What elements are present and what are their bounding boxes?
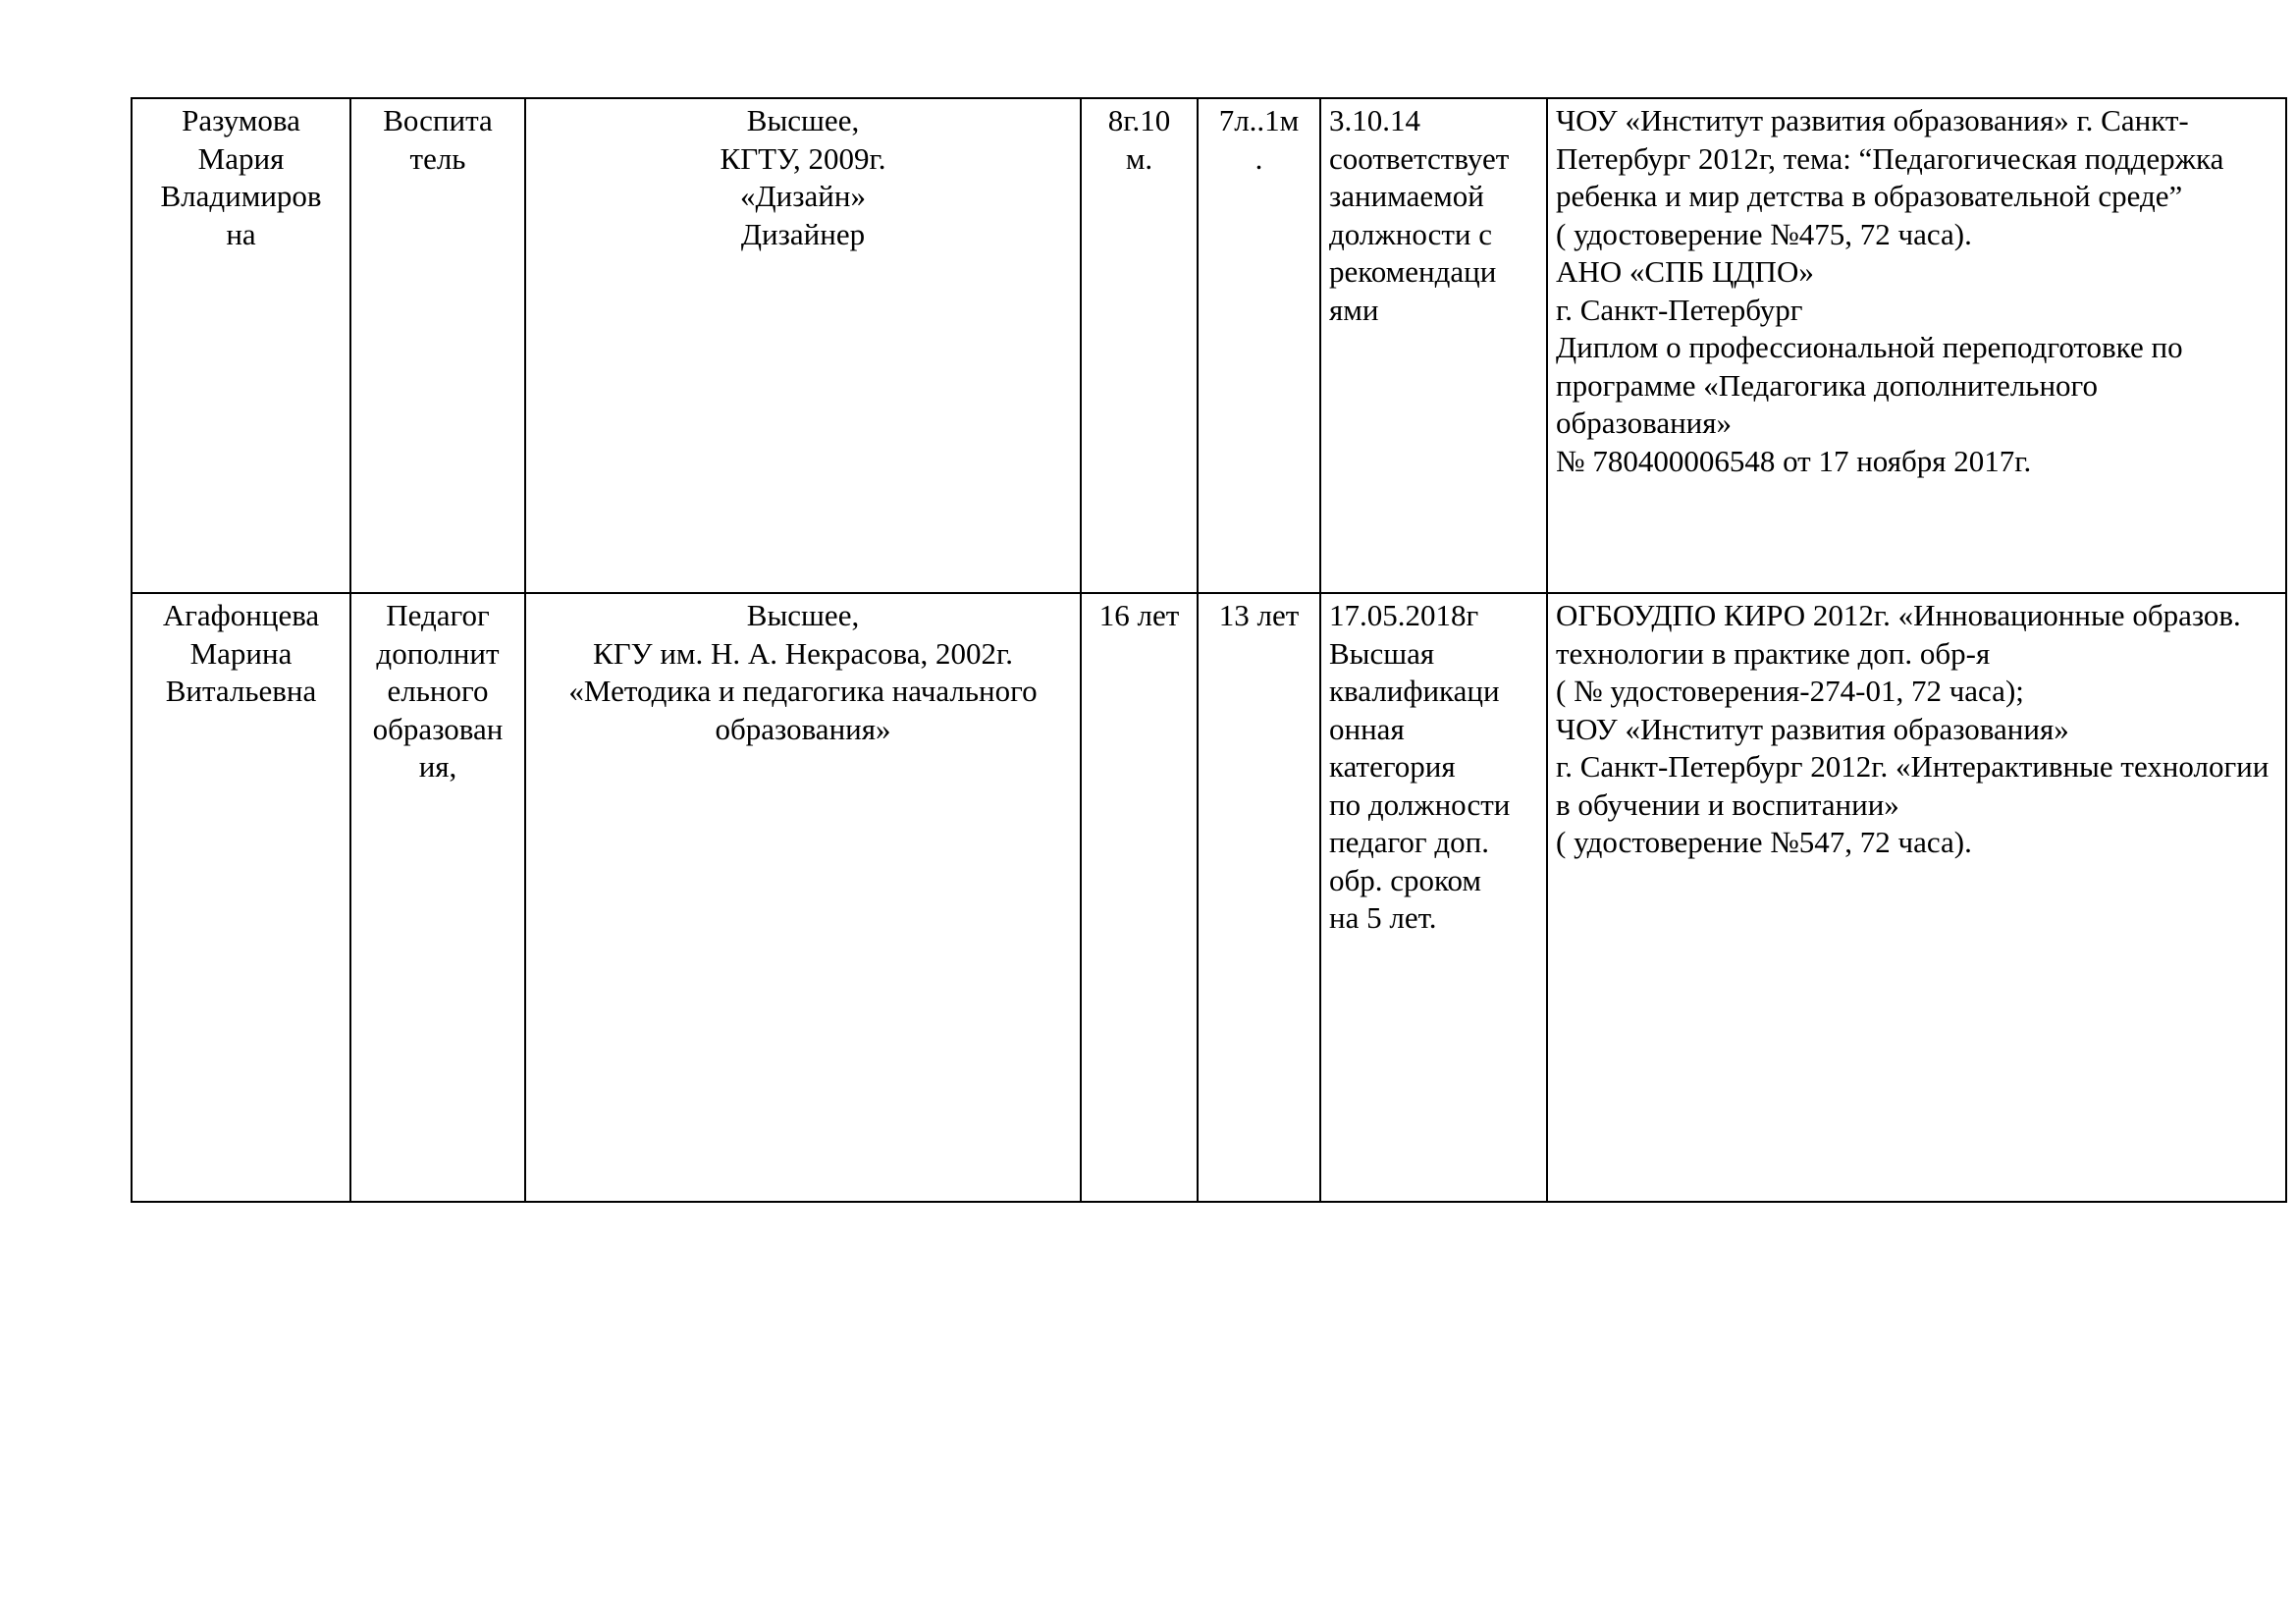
- position-cell: Воспита тель: [350, 98, 525, 593]
- attestation-cell: 17.05.2018г Высшая квалификаци онная категория по должности педагог доп. обр. сроком на 5 лет.: [1320, 593, 1547, 1202]
- education-cell: Высшее, КГУ им. Н. А. Некрасова, 2002г. «Методика и педагогика начального образования»: [525, 593, 1081, 1202]
- employee-name-cell: Разумова Мария Владимиров на: [132, 98, 350, 593]
- training-cell: ОГБОУДПО КИРО 2012г. «Инновационные образов. технологии в практике доп. обр-я ( № удостоверения-274-01, 72 часа); ЧОУ «Институт развития образования» г. Санкт-Петербург 2012г. «Интерактивные технологии в обучении и воспитании» ( удостоверение №547, 72 часа).: [1547, 593, 2286, 1202]
- employee-name-cell: Агафонцева Марина Витальевна: [132, 593, 350, 1202]
- total-experience-cell: 8г.10 м.: [1081, 98, 1198, 593]
- staff-table: [131, 97, 2287, 1203]
- education-cell: Высшее, КГТУ, 2009г. «Дизайн» Дизайнер: [525, 98, 1081, 593]
- total-experience-cell: 16 лет: [1081, 593, 1198, 1202]
- training-cell: ЧОУ «Институт развития образования» г. Санкт-Петербург 2012г, тема: “Педагогическая поддержка ребенка и мир детства в образовательной среде” ( удостоверение №475, 72 часа). АНО «СПБ ЦДПО» г. Санкт-Петербург Диплом о профессиональной переподготовке по программе «Педагогика дополнительного образования» № 780400006548 от 17 ноября 2017г.: [1547, 98, 2286, 593]
- pedagogical-experience-cell: 7л..1м .: [1198, 98, 1320, 593]
- pedagogical-experience-cell: 13 лет: [1198, 593, 1320, 1202]
- attestation-cell: 3.10.14 соответствует занимаемой должности с рекомендаци ями: [1320, 98, 1547, 593]
- table-row: [132, 593, 2286, 1202]
- table-row: [132, 98, 2286, 593]
- position-cell: Педагог дополнит ельного образован ия,: [350, 593, 525, 1202]
